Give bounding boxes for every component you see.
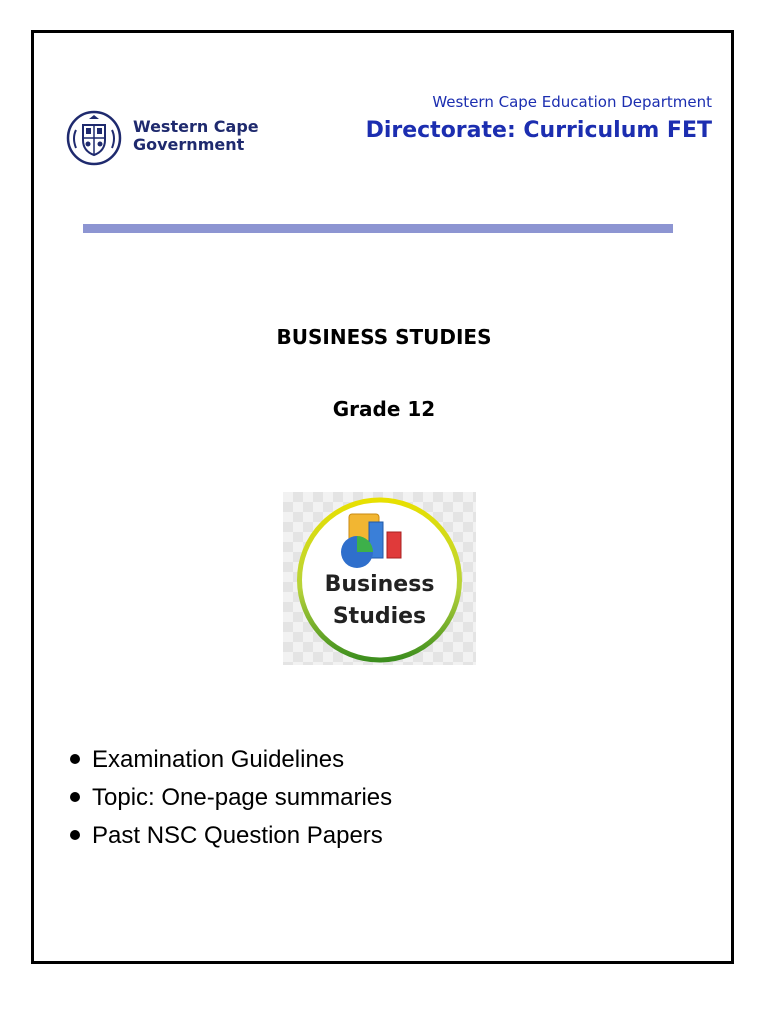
document-grade: Grade 12 [332, 397, 436, 421]
bullet-icon [70, 754, 80, 764]
document-title: BUSINESS STUDIES [276, 325, 492, 349]
list-item: Examination Guidelines [70, 744, 392, 782]
badge-line-1: Business [324, 572, 435, 597]
bullet-icon [70, 792, 80, 802]
contents-list [70, 744, 392, 858]
header-divider [83, 224, 673, 233]
coat-of-arms-icon [66, 110, 122, 166]
badge-line-2: Studies [332, 604, 427, 629]
logo-line-1: Western Cape [133, 117, 259, 136]
directorate-title: Directorate: Curriculum FET [365, 118, 712, 143]
western-cape-government-logo [66, 110, 276, 166]
list-item: Past NSC Question Papers [70, 820, 392, 858]
list-item: Topic: One-page summaries [70, 782, 392, 820]
logo-line-2: Government [133, 135, 245, 154]
business-studies-badge [283, 492, 476, 665]
logo-wordmark [133, 118, 259, 154]
department-name: Western Cape Education Department [432, 93, 712, 111]
bullet-icon [70, 830, 80, 840]
